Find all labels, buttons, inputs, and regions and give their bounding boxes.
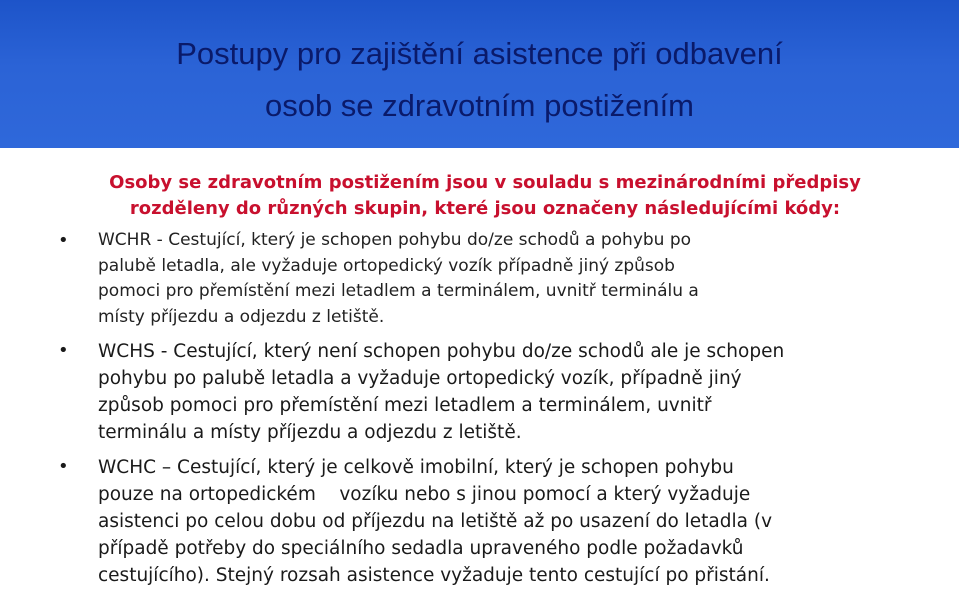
intro-line-1: Osoby se zdravotním postižením jsou v souladu s mezinárodními předpisy: [109, 172, 861, 193]
text-line: asistenci po celou dobu od příjezdu na letiště až po usazení do letadla (v: [98, 511, 773, 532]
intro-text: [40, 170, 930, 222]
text-line: cestujícího). Stejný rozsah asistence vyžaduje tento cestující po přistání.: [98, 565, 770, 586]
text-line: případě potřeby do speciálního sedadla upraveného podle požadavků: [98, 538, 744, 559]
text-line: WCHC – Cestující, který je celkově imobilní, který je schopen pohybu: [98, 457, 734, 478]
list-item-text: [98, 228, 938, 330]
text-line: způsob pomoci pro přemístění mezi letadlem a terminálem, uvnitř: [98, 395, 712, 416]
slide-title-line-2: osob se zdravotním postižením: [264, 88, 695, 123]
text-line: WCHR - Cestující, který je schopen pohybu do/ze schodů a pohybu po: [98, 230, 692, 250]
slide-title: [20, 28, 939, 132]
slide-title-line-1: Postupy pro zajištění asistence při odbavení: [176, 36, 783, 71]
list-item-wchr: [58, 228, 938, 330]
list-item-text: [98, 454, 938, 589]
text-line: místy příjezdu a odjezdu z letiště.: [98, 306, 385, 327]
list-item-wchc: [58, 454, 938, 589]
code-list: [58, 228, 938, 597]
text-line: WCHS - Cestující, který není schopen pohybu do/ze schodů ale je schopen: [98, 341, 785, 362]
bullet-icon: •: [58, 456, 69, 477]
text-line: terminálu a místy příjezdu a odjezdu z letiště.: [98, 422, 522, 443]
list-item-wchs: [58, 338, 938, 446]
intro-line-2: rozděleny do různých skupin, které jsou označeny následujícími kódy:: [129, 198, 841, 219]
bullet-icon: •: [58, 340, 69, 361]
text-line: pomoci pro přemístění mezi letadlem a terminálem, uvnitř terminálu a: [98, 281, 699, 301]
text-line: palubě letadla, ale vyžaduje ortopedický vozík případně jiný způsob: [98, 255, 675, 276]
text-line: pohybu po palubě letadla a vyžaduje ortopedický vozík, případně jiný: [98, 368, 742, 389]
list-item-text: [98, 338, 938, 446]
bullet-icon: •: [58, 230, 69, 251]
text-line: pouze na ortopedickém vozíku nebo s jinou pomocí a který vyžaduje: [98, 484, 751, 505]
